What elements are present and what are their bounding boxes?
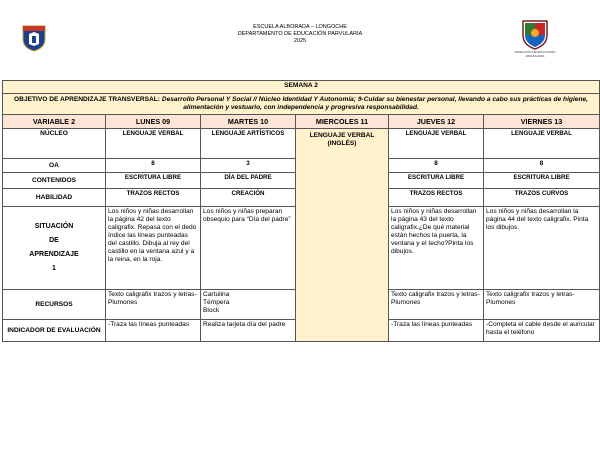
document-header (0, 24, 600, 45)
wednesday-subject: LENGUAJE VERBAL (309, 132, 375, 139)
situacion-label-2: DE (49, 237, 59, 244)
col-thursday: JUEVES 12 (389, 115, 484, 129)
nucleo-thursday: LENGUAJE VERBAL (389, 129, 484, 159)
col-monday: LUNES 09 (106, 115, 201, 129)
oa-friday: 8 (484, 159, 600, 173)
indicador-thursday: -Traza las líneas punteadas (389, 320, 484, 342)
recursos-tuesday-2: Témpera (203, 299, 230, 306)
contenidos-tuesday: DÍA DEL PADRE (201, 173, 296, 189)
recursos-tuesday-1: Cartulina (203, 291, 230, 298)
label-oa: OA (3, 159, 106, 173)
situacion-label-3: APRENDIZAJE (29, 251, 79, 258)
week-title: SEMANA 2 (3, 81, 600, 94)
label-nucleo: NÚCLEO (3, 129, 106, 159)
recursos-tuesday-3: Block (203, 307, 220, 314)
department-logo-caption: DIRECCIÓN DE EDUCACIÓN PARVULARIA (514, 50, 556, 58)
habilidad-friday: TRAZOS CURVOS (484, 189, 600, 207)
recursos-tuesday (201, 290, 296, 320)
habilidad-tuesday: CREACIÓN (201, 189, 296, 207)
oa-tuesday: 3 (201, 159, 296, 173)
situacion-friday: Los niños y niñas desarrollan la página 44 del texto caligrafix. Pinta los dibujos. (484, 207, 600, 290)
label-indicador: INDICADOR DE EVALUACIÓN (3, 320, 106, 342)
wednesday-note: (INGLÉS) (327, 140, 357, 147)
situacion-thursday: Los niños y niñas desarrollan la página 43 del texto caligrafix.¿De qué material están hechos la puerta, la ventana y el techo?Pinta los dibujos. (389, 207, 484, 290)
label-habilidad: HABILIDAD (3, 189, 106, 207)
wednesday-cell (296, 129, 389, 342)
recursos-friday: Texto caligrafix trazos y letras-Plumones (484, 290, 600, 320)
indicador-monday: -Traza las líneas punteadas (106, 320, 201, 342)
situacion-tuesday: Los niños y niñas preparan obsequio para “Día del padre” (201, 207, 296, 290)
objective-label: OBJETIVO DE APRENDIZAJE TRANSVERSAL: (14, 96, 160, 103)
situacion-monday: Los niños y niñas desarrollan la página 42 del texto caligrafix. Repasa con el dedo índice las líneas punteadas del castillo. Dibuja al rey del castillo en la ventana azul y a la reina, en la roja. (106, 207, 201, 290)
situacion-label-4: 1 (52, 265, 56, 272)
habilidad-thursday: TRAZOS RECTOS (389, 189, 484, 207)
oa-thursday: 8 (389, 159, 484, 173)
nucleo-monday: LENGUAJE VERBAL (106, 129, 201, 159)
recursos-thursday: Texto caligrafix trazos y letras-Plumones (389, 290, 484, 320)
col-tuesday: MARTES 10 (201, 115, 296, 129)
col-wednesday: MIERCOLES 11 (296, 115, 389, 129)
oa-monday: 8 (106, 159, 201, 173)
contenidos-thursday: ESCRITURA LIBRE (389, 173, 484, 189)
department-shield-icon (521, 18, 549, 50)
label-situacion (3, 207, 106, 290)
col-friday: VIERNES 13 (484, 115, 600, 129)
situacion-label-1: SITUACIÓN (34, 223, 74, 230)
department-name: DEPARTAMENTO DE EDUCACIÓN PARVULARIA (237, 31, 363, 37)
label-contenidos: CONTENIDOS (3, 173, 106, 189)
transversal-objective (3, 94, 600, 115)
school-name: ESCUELA ALBORADA – LONGOCHE (253, 24, 347, 30)
habilidad-monday: TRAZOS RECTOS (106, 189, 201, 207)
nucleo-tuesday: LENGUAJE ARTÍSTICOS (201, 129, 296, 159)
contenidos-friday: ESCRITURA LIBRE (484, 173, 600, 189)
col-variable: VARIABLE 2 (3, 115, 106, 129)
nucleo-friday: LENGUAJE VERBAL (484, 129, 600, 159)
weekly-plan-table (2, 80, 600, 342)
objective-text: Desarrollo Personal Y Social // Núcleo Identidad Y Autonomía; 9-Cuidar su bienestar personal, llevando a cabo sus prácticas de higiene, alimentación y vestuario, con independencia y progresiva responsabilidad. (159, 96, 588, 111)
label-recursos: RECURSOS (3, 290, 106, 320)
year: 2025 (293, 38, 307, 44)
row-nucleo (3, 129, 600, 159)
indicador-friday: -Completa el cable desde el auricular hasta el teléfono (484, 320, 600, 342)
day-header-row (3, 115, 600, 129)
recursos-monday: Texto caligrafix trazos y letras-Plumones (106, 290, 201, 320)
contenidos-monday: ESCRITURA LIBRE (106, 173, 201, 189)
indicador-tuesday: Realiza tarjeta día del padre (201, 320, 296, 342)
